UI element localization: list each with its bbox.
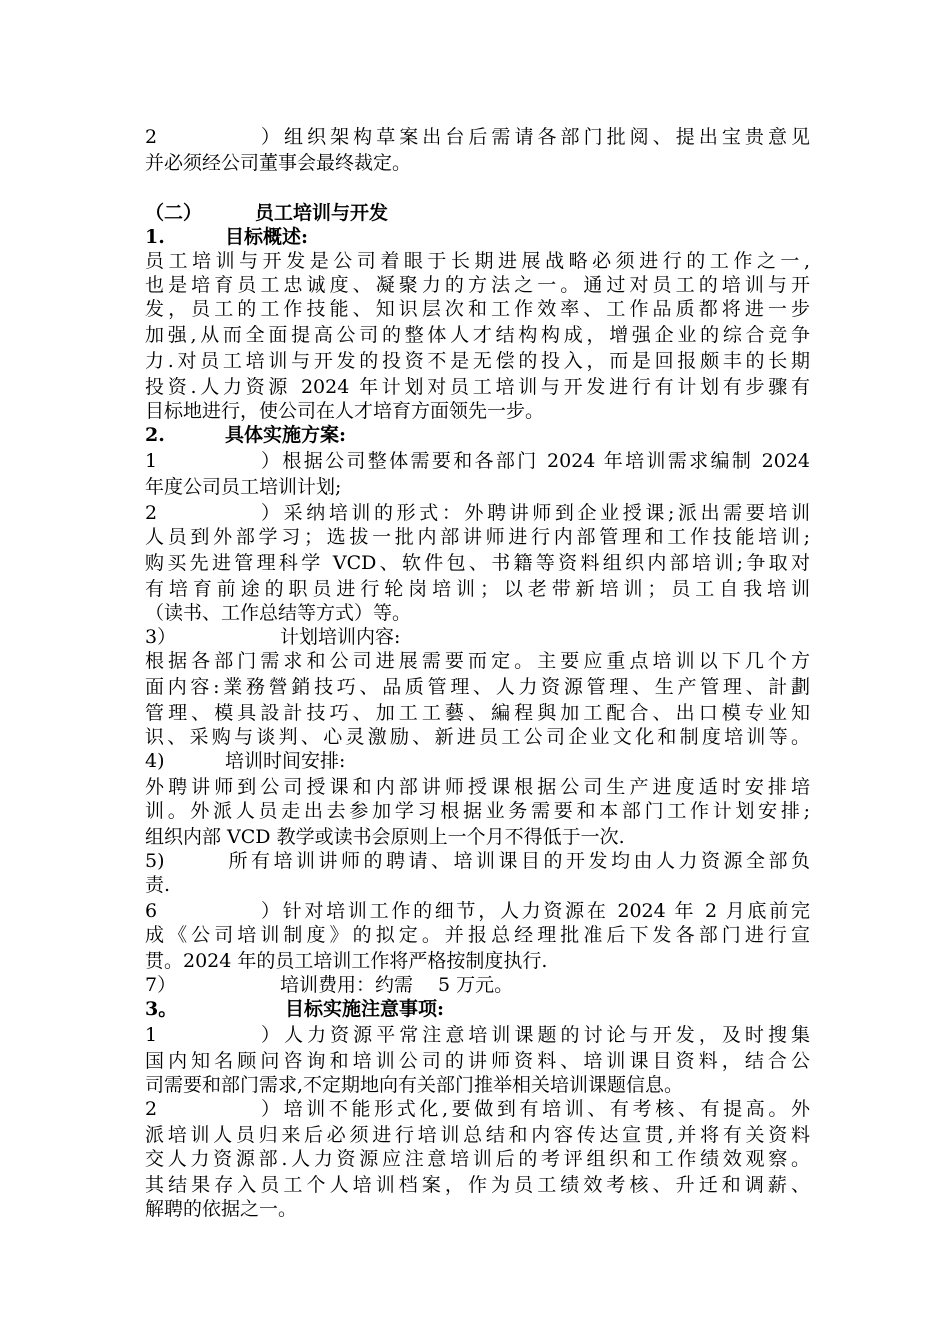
list-item-line: 有培育前途的职员进行轮岗培训；以老带新培训；员工自我培训 (145, 578, 810, 600)
list-item-line: 国内知名顾问咨询和培训公司的讲师资料、培训课目资料，结合公 (145, 1050, 810, 1072)
list-item-line: 派培训人员归来后必须进行培训总结和内容传达宣贯,并将有关资料 (145, 1124, 810, 1146)
list-item-line: 成《公司培训制度》的拟定。并报总经理批准后下发各部门进行宣 (145, 924, 810, 946)
list-item-line: 责. (145, 874, 171, 896)
para-line: 加强,从而全面提高公司的整体人才结构构成，增强企业的综合竞争 (145, 324, 810, 346)
subheading-1: 1. 目标概述: (145, 226, 309, 248)
list-item-line: 训。外派人员走出去参加学习根据业务需要和本部门工作计划安排; (145, 800, 810, 822)
list-item-line: 6）针对培训工作的细节，人力资源在 2024 年 2 月底前完 (145, 900, 810, 922)
para-line: 员工培训与开发是公司着眼于长期进展战略必须进行的工作之一, (145, 250, 810, 272)
list-item-line: 5) 所有培训讲师的聘请、培训课目的开发均由人力资源全部负 (145, 850, 810, 872)
list-item-line: 购买先进管理科学 VCD、软件包、书籍等资料组织内部培训;争取对 (145, 552, 810, 574)
list-item-line: 交人力资源部.人力资源应注意培训后的考评组织和工作绩效观察。 (145, 1148, 810, 1170)
item-2-line-1: 2）组织架构草案出台后需请各部门批阅、提出宝贵意见 (145, 126, 810, 148)
list-item-line: 年度公司员工培训计划; (145, 476, 342, 498)
list-item-line: 司需要和部门需求,不定期地向有关部门推举相关培训课题信息。 (145, 1074, 684, 1096)
list-item-line: 贯。2024 年的员工培训工作将严格按制度执行. (145, 950, 548, 972)
item-2-line-2: 并必须经公司董事会最终裁定。 (145, 152, 412, 174)
subheading-3: 3。 目标实施注意事项: (145, 998, 445, 1020)
list-item-line: 4) 培训时间安排: (145, 750, 346, 772)
list-item-line: 解聘的依据之一。 (145, 1198, 298, 1220)
list-item-line: 3） 计划培训内容: (145, 626, 401, 648)
list-item-line: 面内容:業務營銷技巧、品质管理、人力资源管理、生产管理、計劃 (145, 676, 810, 698)
list-item-line: 2）采纳培训的形式：外聘讲师到企业授课;派出需要培训 (145, 502, 810, 524)
list-item-line: 人员到外部学习；选拔一批内部讲师进行内部管理和工作技能培训; (145, 526, 810, 548)
list-item-line: （读书、工作总结等方式）等。 (145, 602, 412, 624)
list-item-line: 7） 培训费用：约需 5 万元。 (145, 974, 514, 996)
list-item-line: 管理、模具設計技巧、加工工藝、編程與加工配合、出口模专业知 (145, 702, 810, 724)
list-item-line: 识、采购与谈判、心灵激励、新进员工公司企业文化和制度培训等。 (145, 726, 810, 748)
section-heading-2: （二） 员工培训与开发 (145, 202, 389, 224)
list-item-line: 外聘讲师到公司授课和内部讲师授课根据公司生产进度适时安排培 (145, 776, 810, 798)
para-line: 也是培育员工忠诚度、凝聚力的方法之一。通过对员工的培训与开 (145, 274, 810, 296)
list-item-line: 根据各部门需求和公司进展需要而定。主要应重点培训以下几个方 (145, 650, 810, 672)
para-line: 目标地进行，使公司在人才培育方面领先一步。 (145, 400, 545, 422)
list-item-line: 1）根据公司整体需要和各部门 2024 年培训需求编制 2024 (145, 450, 810, 472)
subheading-2: 2. 具体实施方案: (145, 424, 347, 446)
list-item-line: 其结果存入员工个人培训档案，作为员工绩效考核、升迁和调薪、 (145, 1174, 810, 1196)
para-line: 投资.人力资源 2024 年计划对员工培训与开发进行有计划有步骤有 (145, 376, 810, 398)
list-item-line: 1）人力资源平常注意培训课题的讨论与开发，及时搜集 (145, 1024, 810, 1046)
para-line: 力.对员工培训与开发的投资不是无偿的投入，而是回报颇丰的长期 (145, 350, 810, 372)
para-line: 发，员工的工作技能、知识层次和工作效率、工作品质都将进一步 (145, 298, 810, 320)
list-item-line: 组织内部 VCD 教学或读书会原则上一个月不得低于一次. (145, 826, 625, 848)
list-item-line: 2）培训不能形式化,要做到有培训、有考核、有提高。外 (145, 1098, 810, 1120)
